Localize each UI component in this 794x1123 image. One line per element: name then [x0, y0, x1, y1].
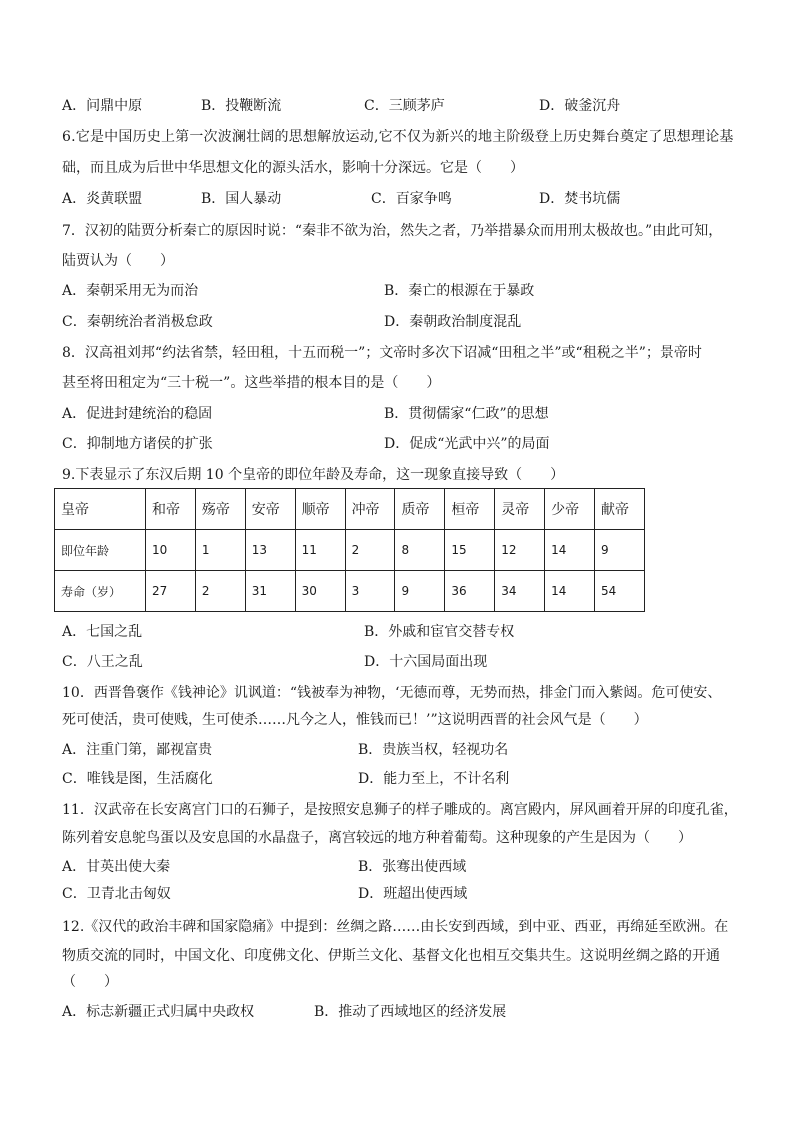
q8-option-b[interactable]: B．贯彻儒家“仁政”的思想 [384, 406, 549, 422]
table-cell: 27 [146, 571, 196, 612]
q10-option-a[interactable]: A．注重门第，鄙视富贵 [62, 742, 213, 758]
table-cell: 36 [445, 571, 495, 612]
q10-option-c[interactable]: C．唯钱是图，生活腐化 [62, 771, 213, 787]
q7-option-c[interactable]: C．秦朝统治者消极怠政 [62, 314, 213, 330]
table-header-cell: 殇帝 [195, 489, 245, 530]
table-cell: 15 [445, 530, 495, 571]
q10-stem-line2: 死可使活，贵可使贱，生可使杀……凡今之人，惟钱而已！’”这说明西晋的社会风气是（ ） [62, 712, 648, 728]
q8-option-a[interactable]: A．促进封建统治的稳固 [62, 406, 213, 422]
q6-option-c[interactable]: C．百家争鸣 [371, 191, 452, 207]
table-cell: 12 [495, 530, 545, 571]
q12-stem-line1: 12.《汉代的政治丰碑和国家隐痛》中提到：丝绸之路……由长安到西域，到中亚、西亚，再绵延至欧洲。在 [62, 919, 729, 935]
q10-stem-line1: 10．西晋鲁褒作《钱神论》讥讽道：“钱被奉为神物，‘无德而尊，无势而热，排金门而入紫闼。危可使安、 [62, 685, 722, 701]
table-cell: 14 [545, 530, 595, 571]
table-row-age [55, 530, 645, 571]
table-header-cell: 安帝 [245, 489, 295, 530]
table-header-cell: 质帝 [395, 489, 445, 530]
q8-option-c[interactable]: C．抑制地方诸侯的扩张 [62, 436, 213, 452]
table-header-cell: 桓帝 [445, 489, 495, 530]
q11-stem-line1: 11．汉武帝在长安离宫门口的石狮子，是按照安息狮子的样子雕成的。离宫殿内，屏风画着开屏的印度孔雀， [62, 802, 738, 818]
q10-option-d[interactable]: D．能力至上，不计名利 [358, 771, 510, 787]
q9-option-b[interactable]: B．外戚和宦官交替专权 [364, 624, 515, 640]
q12-option-b[interactable]: B．推动了西域地区的经济发展 [314, 1004, 507, 1020]
table-cell: 9 [595, 530, 645, 571]
q12-option-a[interactable]: A．标志新疆正式归属中央政权 [62, 1004, 255, 1020]
table-header-cell: 顺帝 [295, 489, 345, 530]
table-header-cell: 少帝 [545, 489, 595, 530]
q12-stem-line2: 物质交流的同时，中国文化、印度佛文化、伊斯兰文化、基督文化也相互交集共生。这说明丝绸之路的开通 [62, 948, 720, 964]
q6-option-a[interactable]: A．炎黄联盟 [62, 191, 143, 207]
table-cell: 34 [495, 571, 545, 612]
table-header-cell: 献帝 [595, 489, 645, 530]
q9-option-c[interactable]: C．八王之乱 [62, 654, 143, 670]
table-row-label: 寿命（岁） [55, 571, 146, 612]
q8-stem-line1: 8．汉高祖刘邦“约法省禁，轻田租，十五而税一”；文帝时多次下诏减“田租之半”或“租税之半”；景帝时 [62, 345, 702, 361]
q9-stem-line1: 9.下表显示了东汉后期 10 个皇帝的即位年龄及寿命，这一现象直接导致（ ） [62, 467, 565, 483]
q7-stem-line1: 7．汉初的陆贾分析秦亡的原因时说：“秦非不欲为治，然失之者，乃举措暴众而用刑太极故也。”由此可知， [62, 223, 723, 239]
table-cell: 2 [195, 571, 245, 612]
table-row-lifespan [55, 571, 645, 612]
table-cell: 10 [146, 530, 196, 571]
table-header-cell: 皇帝 [55, 489, 146, 530]
table-cell: 31 [245, 571, 295, 612]
table-cell: 8 [395, 530, 445, 571]
q11-stem-line2: 陈列着安息鸵鸟蛋以及安息国的水晶盘子，离宫较远的地方种着葡萄。这种现象的产生是因为（ ） [62, 830, 692, 846]
q10-option-b[interactable]: B．贵族当权，轻视功名 [358, 742, 509, 758]
q5-option-b[interactable]: B．投鞭断流 [201, 98, 282, 114]
q9-option-d[interactable]: D．十六国局面出现 [364, 654, 488, 670]
q7-option-d[interactable]: D．秦朝政治制度混乱 [384, 314, 522, 330]
table-row-label: 即位年龄 [55, 530, 146, 571]
q11-option-a[interactable]: A．甘英出使大秦 [62, 859, 171, 875]
q11-option-b[interactable]: B．张骞出使西域 [358, 859, 467, 875]
table-cell: 2 [345, 530, 395, 571]
table-cell: 1 [195, 530, 245, 571]
table-cell: 14 [545, 571, 595, 612]
table-header-cell: 和帝 [146, 489, 196, 530]
table-cell: 9 [395, 571, 445, 612]
table-cell: 13 [245, 530, 295, 571]
q7-option-b[interactable]: B．秦亡的根源在于暴政 [384, 283, 535, 299]
q11-option-d[interactable]: D．班超出使西域 [358, 886, 468, 902]
q7-stem-line2: 陆贾认为（ ） [62, 253, 174, 269]
q5-option-a[interactable]: A．问鼎中原 [62, 98, 143, 114]
q12-stem-line3: （ ） [62, 974, 118, 990]
q6-stem-line1: 6.它是中国历史上第一次波澜壮阔的思想解放运动,它不仅为新兴的地主阶级登上历史舞台奠定了思想理论基 [62, 129, 734, 145]
q6-stem-line2: 础，而且成为后世中华思想文化的源头活水，影响十分深远。它是（ ） [62, 160, 524, 176]
table-cell: 30 [295, 571, 345, 612]
table-cell: 11 [295, 530, 345, 571]
table-cell: 3 [345, 571, 395, 612]
q6-option-d[interactable]: D．焚书坑儒 [539, 191, 621, 207]
table-cell: 54 [595, 571, 645, 612]
table-header-row [55, 489, 645, 530]
q11-option-c[interactable]: C．卫青北击匈奴 [62, 886, 171, 902]
q8-stem-line2: 甚至将田租定为“三十税一”。这些举措的根本目的是（ ） [62, 375, 441, 391]
q5-option-d[interactable]: D．破釜沉舟 [539, 98, 621, 114]
emperor-table [54, 488, 645, 612]
q8-option-d[interactable]: D．促成“光武中兴”的局面 [384, 436, 550, 452]
q5-option-c[interactable]: C．三顾茅庐 [364, 98, 445, 114]
q7-option-a[interactable]: A．秦朝采用无为而治 [62, 283, 199, 299]
table-header-cell: 冲帝 [345, 489, 395, 530]
table-header-cell: 灵帝 [495, 489, 545, 530]
q9-option-a[interactable]: A．七国之乱 [62, 624, 143, 640]
q6-option-b[interactable]: B．国人暴动 [201, 191, 282, 207]
